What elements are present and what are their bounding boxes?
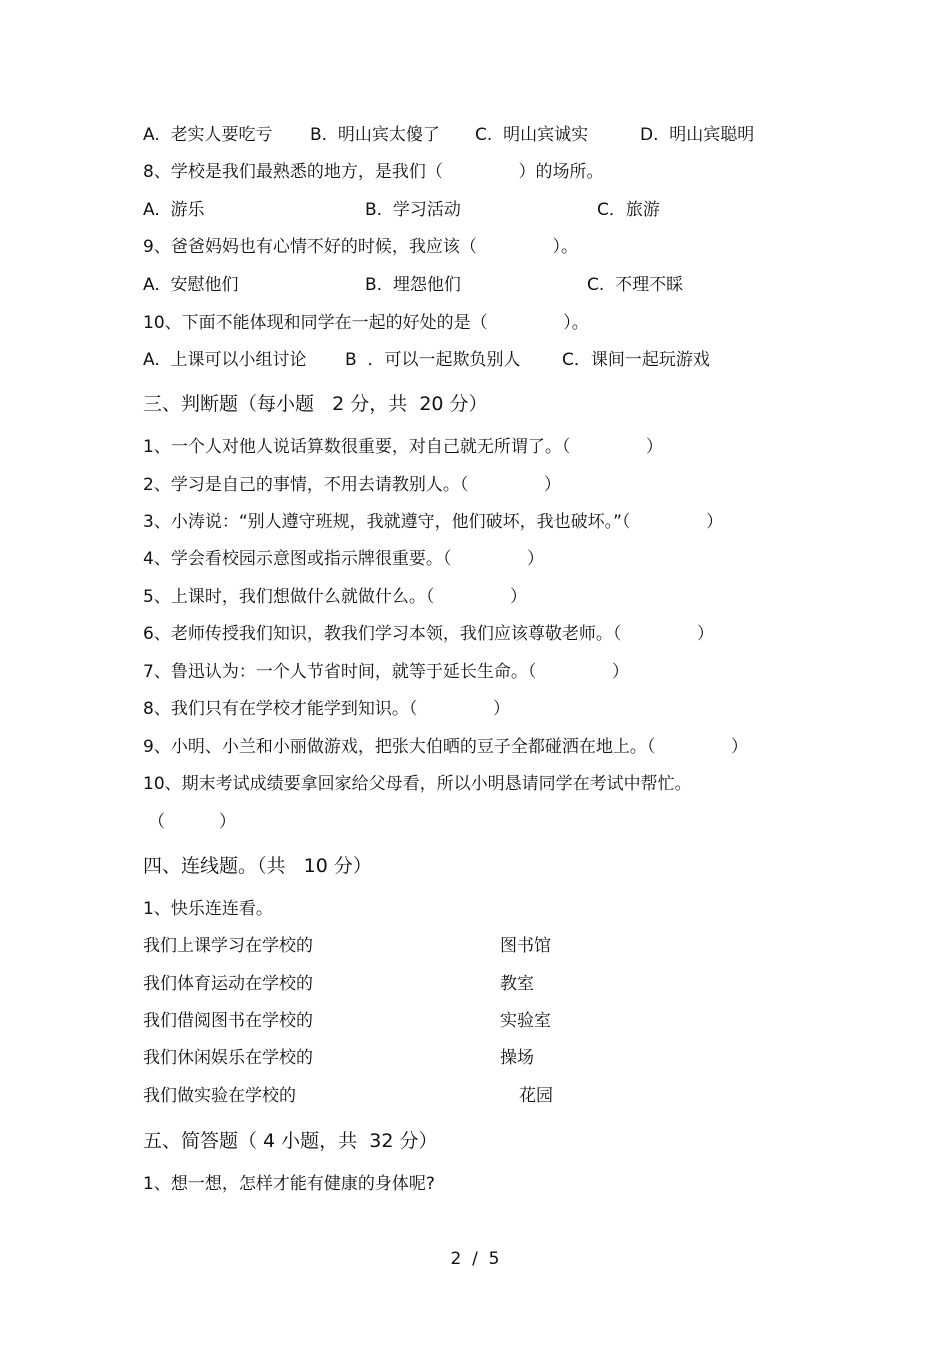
judge-item-6: 6、老师传授我们知识，教我们学习本领，我们应该尊敬老师。（ ） [143,624,714,644]
judge-item-3: 3、小涛说：“别人遵守班规，我就遵守，他们破坏，我也破坏。”（ ） [143,512,724,532]
section3-title: 三、判断题（每小题 2 分，共 20 分） [143,393,488,415]
page-separator: / [472,1249,478,1269]
q10-option-b: B ．可以一起欺负别人 [345,350,521,370]
match-left-3: 我们借阅图书在学校的 [143,1011,313,1031]
q7-option-b: B. 明山宾太傻了 [310,125,440,145]
section4-title: 四、连线题。（共 10 分） [143,855,372,877]
q8-option-c: C．旅游 [597,200,660,220]
q9-option-c: C. 不理不睬 [587,275,684,295]
q10-option-a: A. 上课可以小组讨论 [143,350,307,370]
match-left-1: 我们上课学习在学校的 [143,936,313,956]
q9-stem: 9、爸爸妈妈也有心情不好的时候，我应该（ ）。 [143,237,578,257]
judge-item-10: 10、期末考试成绩要拿回家给父母看，所以小明恳请同学在考试中帮忙。 [143,774,692,794]
section5-title: 五、简答题（ 4 小题，共 32 分） [143,1130,438,1152]
q7-option-a: A. 老实人要吃亏 [143,125,273,145]
judge-item-9: 9、小明、小兰和小丽做游戏，把张大伯晒的豆子全都碰洒在地上。（ ） [143,737,748,757]
match-left-4: 我们休闲娱乐在学校的 [143,1048,313,1068]
q10-option-c: C．课间一起玩游戏 [562,350,710,370]
match-right-5: 花园 [519,1086,553,1106]
q8-option-b: B. 学习活动 [365,200,461,220]
q7-option-c: C. 明山宾诚实 [475,125,589,145]
q8-stem: 8、学校是我们最熟悉的地方，是我们（ ）的场所。 [143,162,604,182]
match-right-1: 图书馆 [500,936,551,956]
judge-item-2: 2、学习是自己的事情，不用去请教别人。（ ） [143,475,561,495]
page-number [0,1249,950,1269]
match-left-2: 我们体育运动在学校的 [143,974,313,994]
q10-stem: 10、下面不能体现和同学在一起的好处的是（ ）。 [143,313,589,333]
q9-option-a: A. 安慰他们 [143,275,239,295]
judge-item-5: 5、上课时，我们想做什么就做什么。（ ） [143,587,527,607]
short-answer-q1: 1、想一想，怎样才能有健康的身体呢? [143,1174,435,1194]
section4-subtitle: 1、快乐连连看。 [143,899,273,919]
judge-item-7: 7、鲁迅认为：一个人节省时间，就等于延长生命。（ ） [143,662,629,682]
match-right-4: 操场 [500,1048,534,1068]
judge-item-1: 1、一个人对他人说话算数很重要，对自己就无所谓了。（ ） [143,437,663,457]
judge-item-10-blank: （ ） [148,812,237,832]
q8-option-a: A. 游乐 [143,200,205,220]
judge-item-8: 8、我们只有在学校才能学到知识。（ ） [143,699,510,719]
page-total: 5 [488,1249,500,1269]
match-right-2: 教室 [500,974,534,994]
page-current: 2 [450,1249,462,1269]
match-left-5: 我们做实验在学校的 [143,1086,296,1106]
q7-option-d: D. 明山宾聪明 [640,125,755,145]
q9-option-b: B. 埋怨他们 [365,275,461,295]
judge-item-4: 4、学会看校园示意图或指示牌很重要。（ ） [143,549,544,569]
match-right-3: 实验室 [500,1011,551,1031]
